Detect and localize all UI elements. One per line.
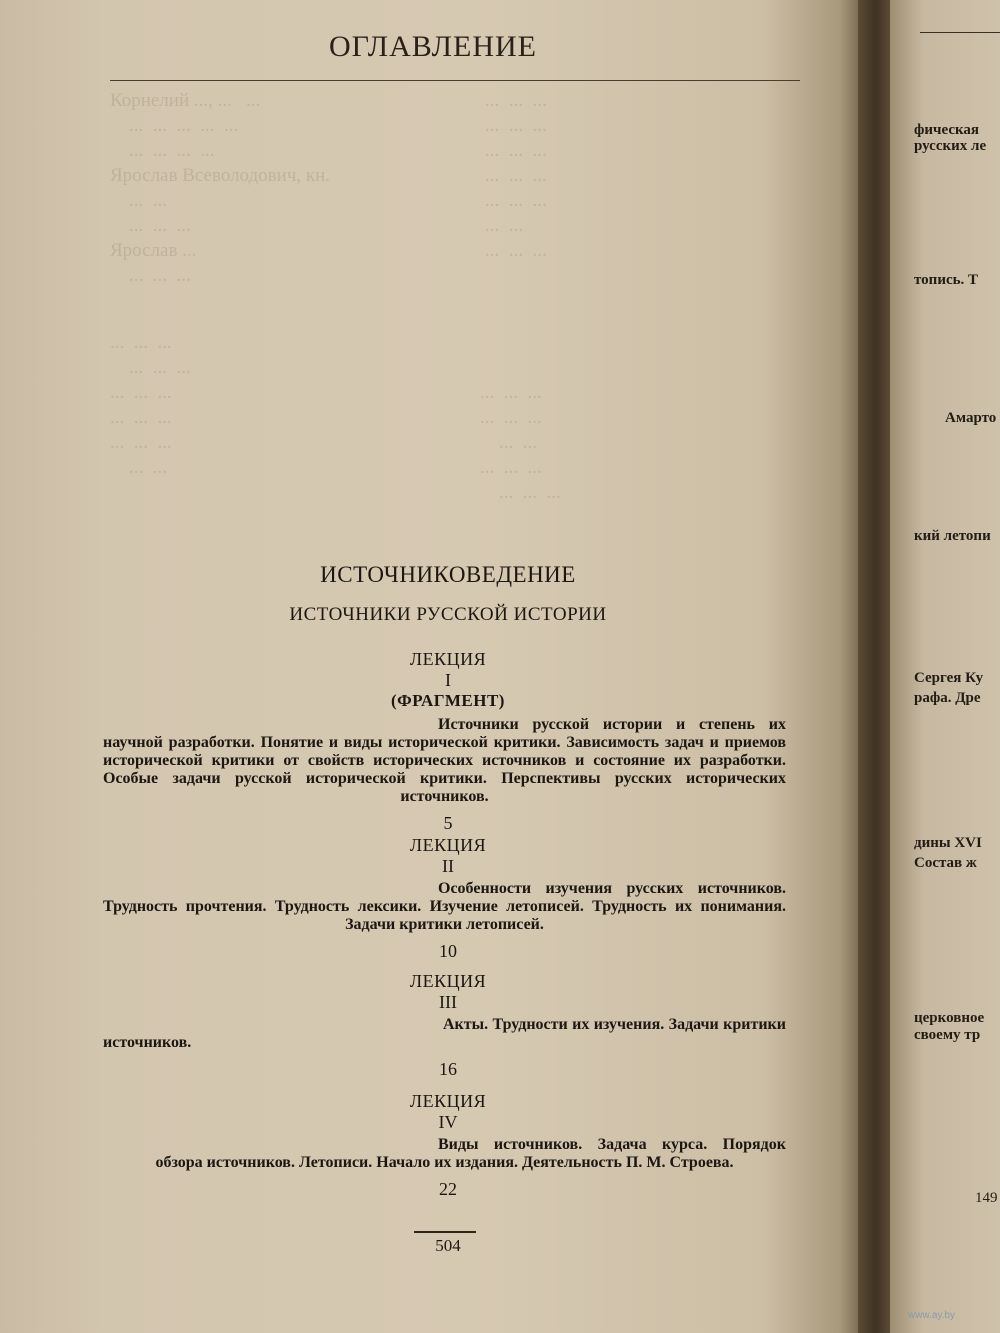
lecture-label: ЛЕКЦИЯ (409, 649, 487, 669)
footer-divider (414, 1231, 476, 1233)
right-page-line: рафа. Дре (914, 690, 981, 706)
bleed-through-text: ... ... ... ... ... ... ... ... ... ... ... ... ... ... (480, 382, 561, 503)
bleed-through-text: Корнелий ..., ... ... ... ... ... ... ... ... ... ... ... Ярослав Всеволодович, кн. ... ... ... ... ... Ярослав ... ... ... ... (110, 90, 331, 286)
right-page-line: Состав ж (914, 855, 977, 871)
lecture-page-number: 10 (439, 941, 457, 961)
lecture-label: ЛЕКЦИЯ (409, 971, 487, 991)
lecture-page-number: 5 (443, 813, 453, 833)
right-page-line: своему тр (914, 1027, 981, 1043)
right-page-line: церковное (914, 1010, 985, 1026)
right-page-line: топись. Т (914, 272, 979, 288)
lecture-label: ЛЕКЦИЯ (409, 1091, 487, 1111)
page-number: 504 (435, 1236, 461, 1255)
lecture-description: Акты. Трудности их изучения. Задачи критики источников. (103, 1016, 786, 1051)
lecture-description: Источники русской истории и степень их научной разработки. Понятие и виды исторической критики. Зависимость задач и приемов исторической критики от свойств исторических источников и состояние их разработки. Особые задачи русской исторической критики. Перспективы русских исторических источников. (103, 716, 786, 805)
lecture-number: III (439, 992, 457, 1012)
lecture-number: IV (438, 1112, 458, 1132)
toc-entry-lecture-2 (0, 834, 896, 962)
lecture-description: Виды источников. Задача курса. Порядок обзора источников. Летописи. Начало их издания. Деятельность П. М. Строева. (155, 1136, 786, 1171)
page-header: ОГЛАВЛЕНИЕ (329, 30, 537, 63)
right-page-line: русских ле (914, 138, 987, 154)
right-page-line: Амарто (945, 410, 997, 426)
section-subtitle: ИСТОЧНИКИ РУССКОЙ ИСТОРИИ (289, 604, 607, 625)
bleed-through-text: ... ... ... ... ... ... ... ... ... ... ... ... ... ... ... ... ... (110, 332, 191, 478)
right-page (890, 0, 1000, 1333)
section-title: ИСТОЧНИКОВЕДЕНИЕ (320, 562, 576, 587)
watermark: www.ay.by (908, 1310, 956, 1321)
lecture-number: I (445, 670, 451, 690)
toc-entry-lecture-4 (0, 1090, 896, 1200)
right-page-line: Сергея Ку (914, 670, 984, 686)
lecture-label: ЛЕКЦИЯ (409, 835, 487, 855)
right-page-line: дины XVI (914, 835, 982, 851)
lecture-page-number: 22 (439, 1179, 457, 1199)
lecture-note: (ФРАГМЕНТ) (391, 691, 505, 710)
toc-entry-lecture-3 (0, 970, 896, 1080)
lecture-page-number: 16 (439, 1059, 457, 1079)
lecture-number: II (442, 856, 454, 876)
right-page-line: фическая (914, 122, 980, 138)
header-divider (110, 80, 800, 81)
right-page-line: кий летопи (914, 528, 991, 544)
right-page-number: 149 (975, 1190, 998, 1206)
right-page-rule (920, 32, 1000, 33)
lecture-description: Особенности изучения русских источников. Трудность прочтения. Трудность лексики. Изучение летописей. Трудность их понимания. Задачи критики летописей. (103, 880, 786, 933)
toc-entry-lecture-1 (0, 648, 896, 834)
bleed-through-text: ... ... ... ... ... ... ... ... ... ... ... ... ... ... ... ... ... ... ... ... (485, 90, 547, 261)
